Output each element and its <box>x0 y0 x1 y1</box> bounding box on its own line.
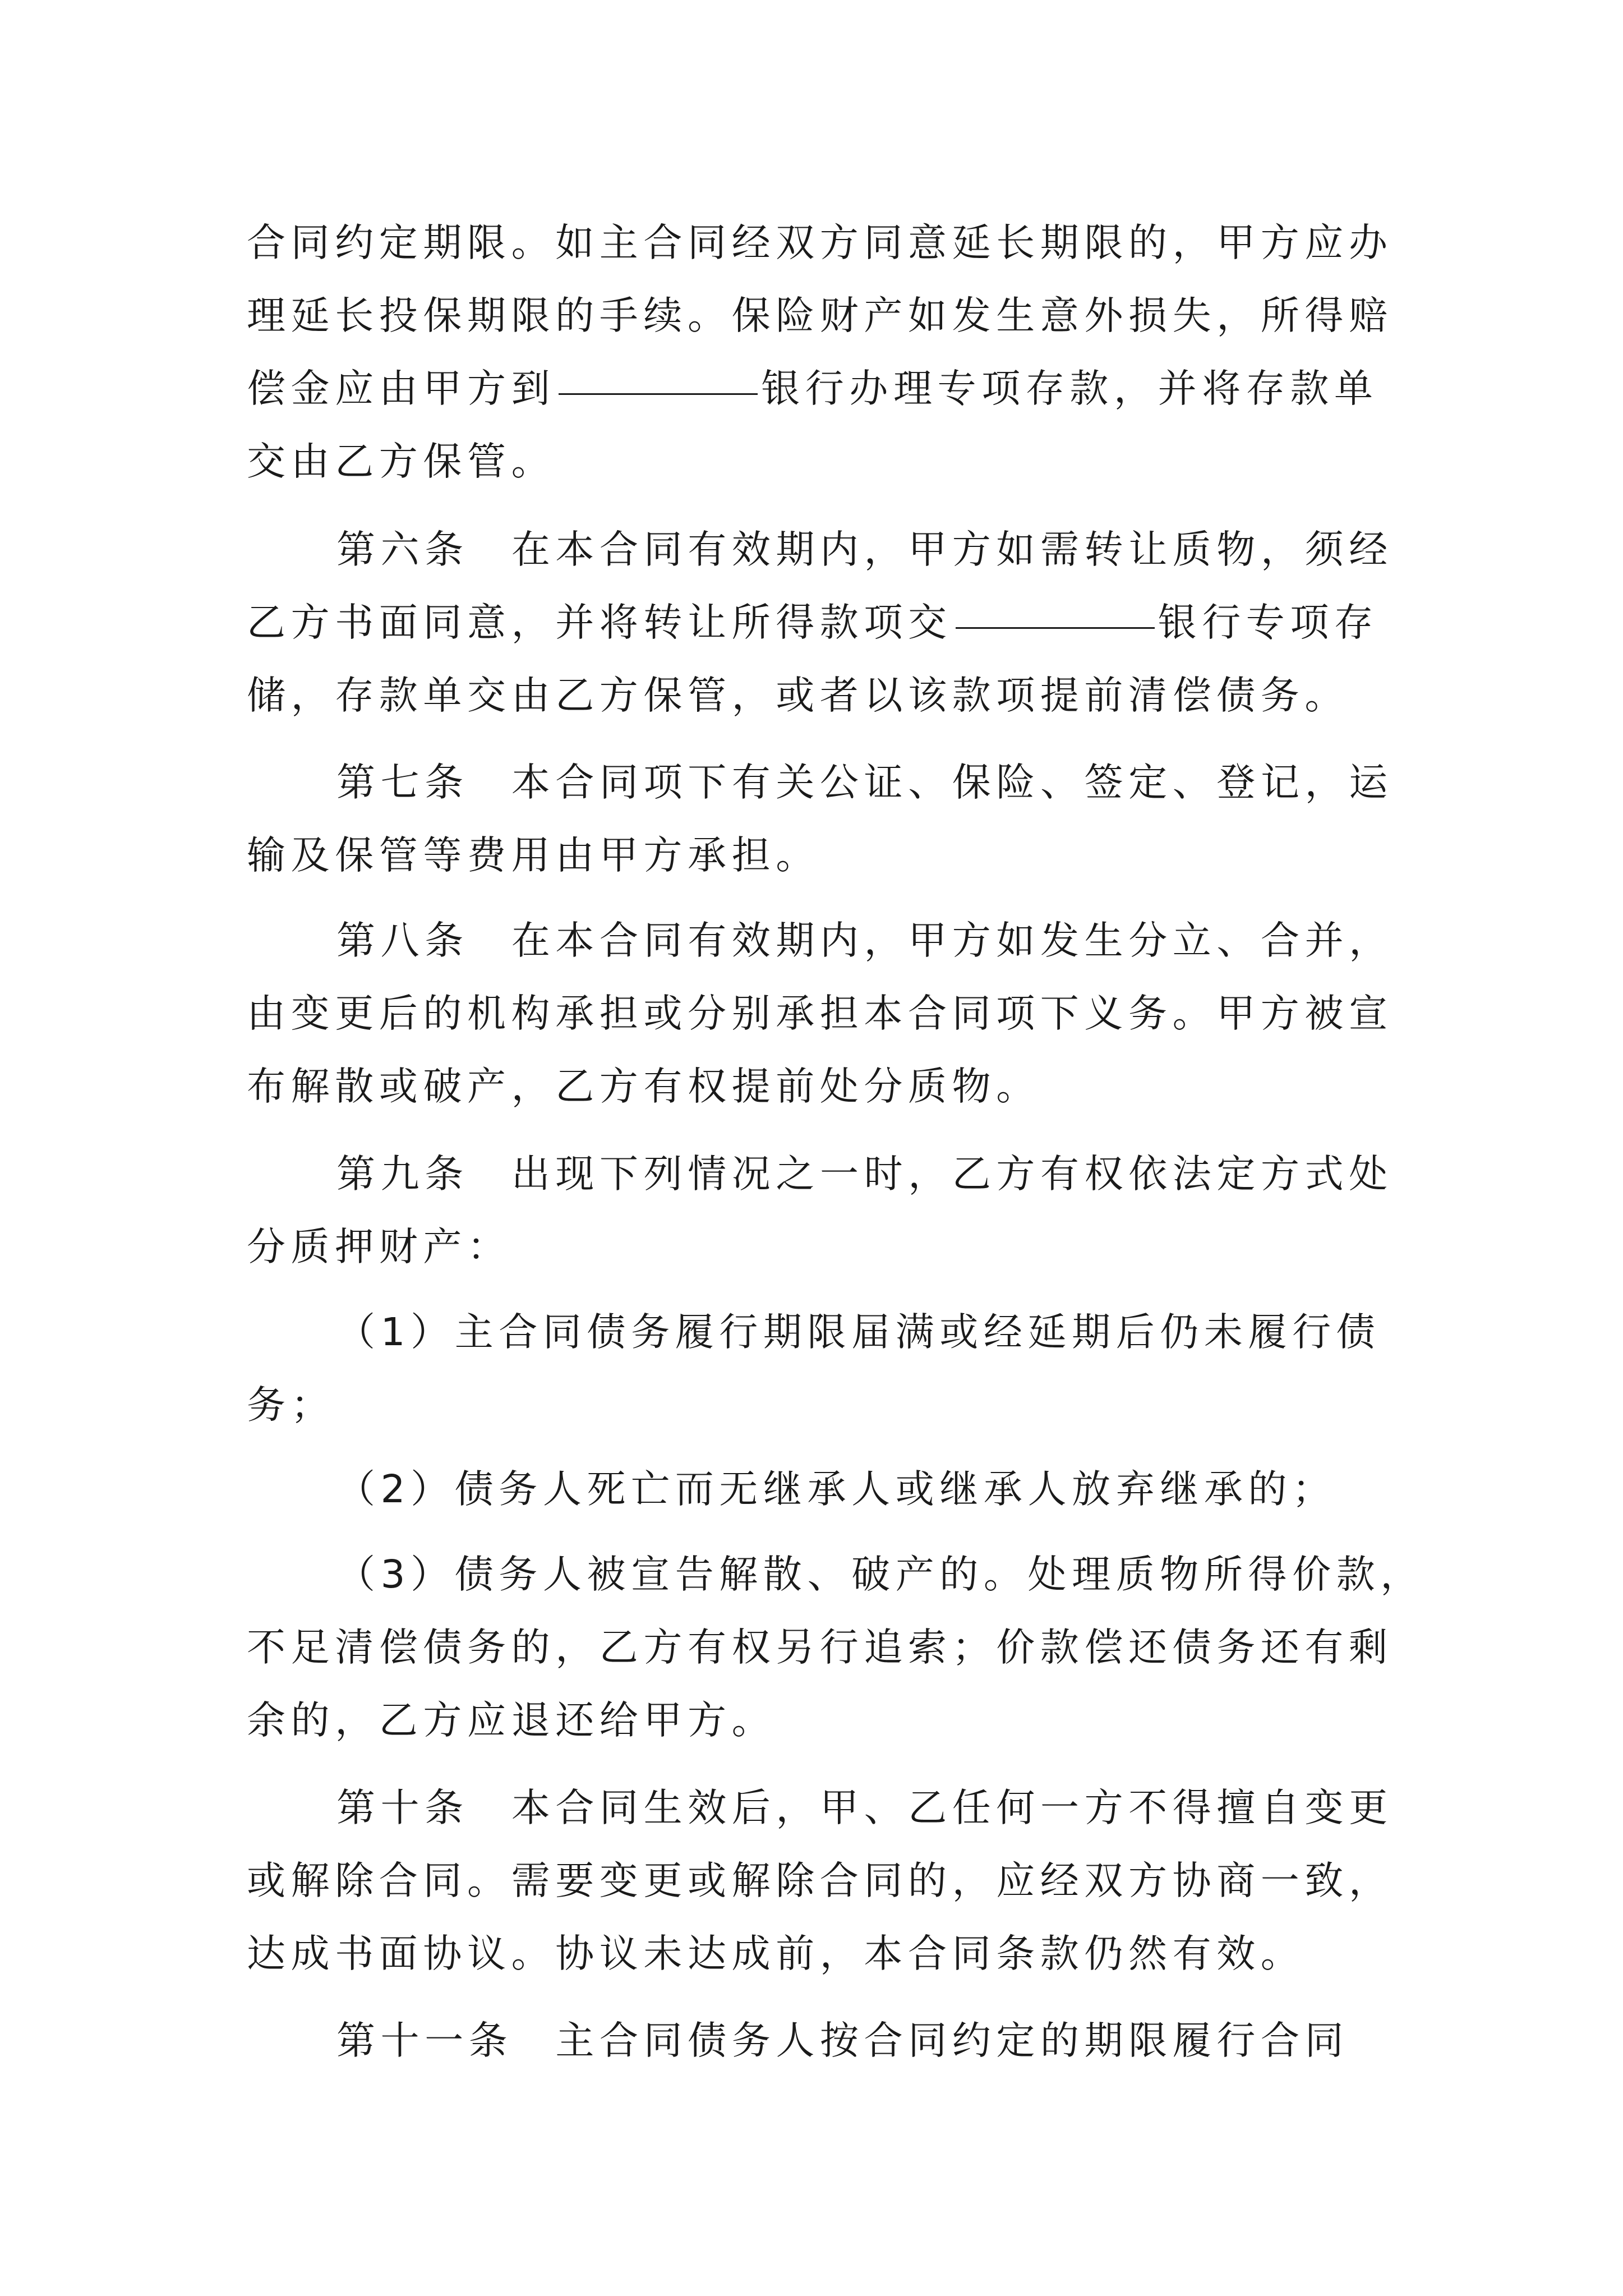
text-segment: 主合同债务人按合同约定的期限履行合同 <box>555 2018 1349 2063</box>
text-segment: （1）主合同债务履行期限届满或经延期后仍未履行债 <box>336 1310 1381 1355</box>
text-line <box>247 1059 1040 1115</box>
article-number: 第八条 <box>336 918 469 963</box>
article-heading-line <box>336 1780 1393 1836</box>
article-number: 第六条 <box>336 527 469 572</box>
text-segment: 乙方书面同意，并将转让所得款项交 <box>247 600 952 645</box>
text-line <box>247 827 820 884</box>
text-line <box>247 986 1393 1042</box>
text-line <box>247 288 1393 344</box>
text-segment: （2）债务人死亡而无继承人或继承人放弃继承的； <box>336 1467 1336 1512</box>
article-number: 第十条 <box>336 1786 469 1830</box>
text-segment: 由变更后的机构承担或分别承担本合同项下义务。甲方被宣 <box>247 991 1393 1036</box>
text-segment: （3）债务人被宣告解散、破产的。处理质物所得价款， <box>336 1552 1424 1597</box>
text-segment: 本合同项下有关公证、保险、签定、登记，运 <box>511 760 1393 805</box>
text-line <box>247 434 555 490</box>
text-segment: 偿金应由甲方到 <box>247 366 556 411</box>
text-segment: 在本合同有效期内，甲方如需转让质物，须经 <box>511 527 1393 572</box>
text-segment: 分质押财产： <box>247 1225 511 1269</box>
article-heading-line <box>336 1146 1393 1202</box>
text-segment: 余的，乙方应退还给甲方。 <box>247 1698 776 1743</box>
text-segment: 理延长投保期限的手续。保险财产如发生意外损失，所得赔 <box>247 293 1393 338</box>
text-segment: 交由乙方保管。 <box>247 439 556 484</box>
text-segment: 出现下列情况之一时，乙方有权依法定方式处 <box>511 1152 1393 1197</box>
text-segment: 在本合同有效期内，甲方如发生分立、合并， <box>511 918 1393 963</box>
text-line <box>247 1692 776 1749</box>
list-item <box>336 1304 1380 1360</box>
text-line <box>247 1619 1393 1676</box>
article-heading-line <box>336 913 1393 969</box>
fill-in-blank <box>559 393 758 395</box>
text-line <box>247 1853 1393 1909</box>
text-line <box>247 215 1393 271</box>
text-segment: 布解散或破产，乙方有权提前处分质物。 <box>247 1064 1040 1109</box>
article-heading-line <box>336 522 1393 578</box>
text-segment: 银行办理专项存款，并将存款单 <box>761 366 1378 411</box>
text-segment: 达成书面协议。协议未达成前，本合同条款仍然有效。 <box>247 1931 1305 1976</box>
list-item <box>336 1461 1336 1517</box>
article-number: 第九条 <box>336 1152 469 1197</box>
text-segment: 不足清偿债务的，乙方有权另行追索；价款偿还债务还有剩 <box>247 1625 1393 1670</box>
text-segment: 本合同生效后，甲、乙任何一方不得擅自变更 <box>511 1786 1393 1830</box>
fill-in-blank <box>956 627 1155 629</box>
text-line <box>247 1926 1304 1982</box>
article-heading-line <box>336 754 1393 811</box>
text-segment: 务； <box>247 1383 335 1428</box>
text-line <box>247 668 1349 724</box>
text-line <box>247 1377 335 1433</box>
text-line <box>247 361 1378 417</box>
text-segment: 储，存款单交由乙方保管，或者以该款项提前清偿债务。 <box>247 673 1349 718</box>
text-segment: 合同约定期限。如主合同经双方同意延长期限的，甲方应办 <box>247 220 1393 265</box>
article-number: 第七条 <box>336 760 469 805</box>
text-line <box>247 1219 511 1275</box>
list-item <box>336 1547 1424 1603</box>
text-segment: 或解除合同。需要变更或解除合同的，应经双方协商一致， <box>247 1858 1393 1903</box>
text-line <box>247 595 1378 651</box>
article-heading-line <box>336 2013 1349 2069</box>
text-segment: 银行专项存 <box>1158 600 1378 645</box>
text-segment: 输及保管等费用由甲方承担。 <box>247 833 820 878</box>
article-number: 第十一条 <box>336 2018 513 2063</box>
